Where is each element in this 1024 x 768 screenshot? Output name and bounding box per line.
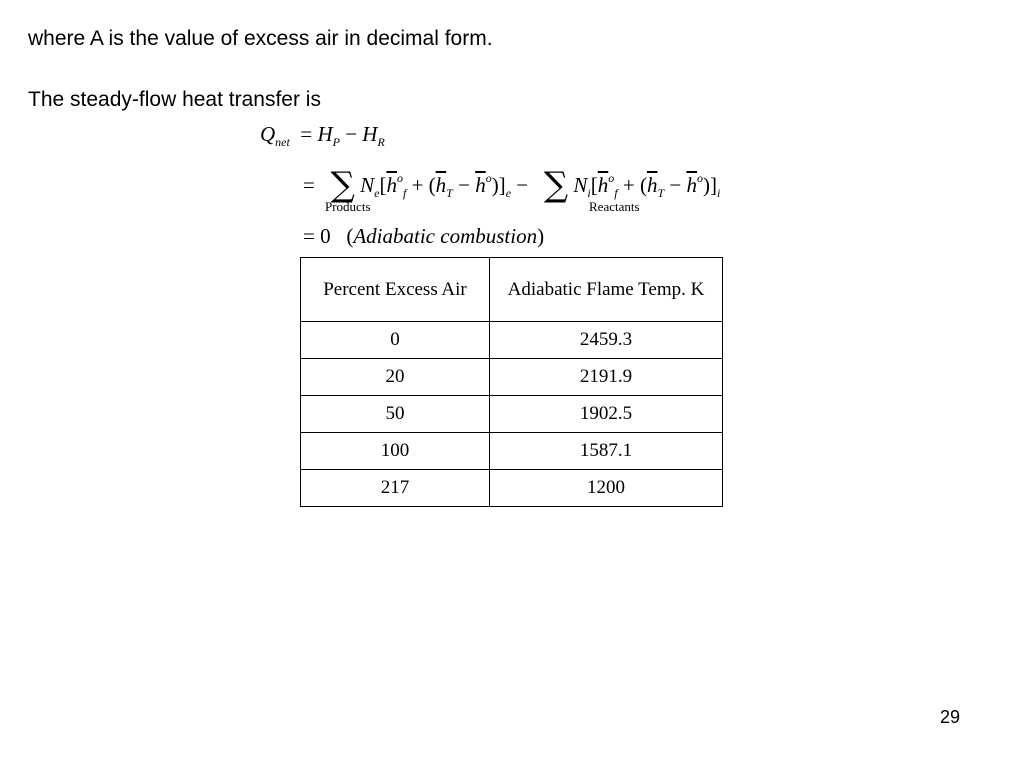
page-number: 29 xyxy=(940,707,961,727)
close-bracket: )] xyxy=(702,173,717,197)
i-subscript: i xyxy=(587,186,591,200)
minus-sign: − xyxy=(458,173,470,197)
p-subscript: P xyxy=(332,135,340,149)
flame-temperature-table xyxy=(300,257,723,507)
flame-temp-cell: 1200 xyxy=(490,470,723,507)
excess-air-cell: 20 xyxy=(301,359,490,396)
e-subscript: e xyxy=(505,186,512,200)
o-superscript: o xyxy=(396,171,403,185)
open-paren: ( xyxy=(639,173,647,197)
h-bar-symbol: $\overline{h}$ xyxy=(646,173,658,197)
equals-zero: = 0 xyxy=(303,224,331,248)
header-percent-excess-air: Percent Excess Air xyxy=(301,258,490,322)
table-row xyxy=(301,359,723,396)
open-paren: ( xyxy=(428,173,436,197)
minus-sign: − xyxy=(516,173,529,197)
body-text-line-2: The steady-flow heat transfer is xyxy=(28,88,321,111)
q-symbol: Q xyxy=(260,122,276,146)
close-bracket: )] xyxy=(491,173,506,197)
t-subscript: T xyxy=(657,186,665,200)
equals-sign: = xyxy=(303,173,315,197)
flame-temp-cell: 2191.9 xyxy=(490,359,723,396)
products-label: Products xyxy=(325,199,371,214)
equation-row-2 xyxy=(303,164,721,205)
table-header-row xyxy=(301,258,723,322)
net-subscript: net xyxy=(275,135,290,149)
open-paren: ( xyxy=(346,224,354,248)
i-subscript: i xyxy=(716,186,721,200)
header-adiabatic-flame-temp: Adiabatic Flame Temp. K xyxy=(490,258,723,322)
h-bar-symbol: $\overline{h}$ xyxy=(597,173,609,197)
open-bracket: [ xyxy=(590,173,598,197)
minus-sign: − xyxy=(345,122,358,146)
excess-air-cell: 100 xyxy=(301,433,490,470)
flame-temp-cell: 1587.1 xyxy=(490,433,723,470)
o-superscript: o xyxy=(608,171,615,185)
close-paren: ) xyxy=(537,224,545,248)
plus-sign: + xyxy=(622,173,635,197)
ni-symbol: N xyxy=(573,173,588,197)
ne-symbol: N xyxy=(360,173,375,197)
excess-air-cell: 217 xyxy=(301,470,490,507)
excess-air-cell: 50 xyxy=(301,396,490,433)
equation-row-3 xyxy=(303,226,544,247)
table-row xyxy=(301,470,723,507)
sum-symbol-products: ∑ xyxy=(330,165,355,205)
equals-sign: = xyxy=(300,122,313,146)
equation-row-1 xyxy=(260,124,385,148)
table-row xyxy=(301,322,723,359)
t-subscript: T xyxy=(446,186,453,200)
table-row xyxy=(301,396,723,433)
reactants-label: Reactants xyxy=(589,199,640,214)
f-subscript: f xyxy=(402,186,407,200)
hr-symbol: H xyxy=(362,122,378,146)
o-superscript: o xyxy=(485,171,492,185)
flame-temp-cell: 1902.5 xyxy=(490,396,723,433)
hp-symbol: H xyxy=(317,122,333,146)
h-bar-symbol: $\overline{h}$ xyxy=(435,173,447,197)
open-bracket: [ xyxy=(379,173,387,197)
o-superscript: o xyxy=(696,171,703,185)
minus-sign: − xyxy=(669,173,682,197)
h-bar-symbol: $\overline{h}$ xyxy=(475,173,486,197)
excess-air-cell: 0 xyxy=(301,322,490,359)
flame-temp-cell: 2459.3 xyxy=(490,322,723,359)
adiabatic-note: Adiabatic combustion xyxy=(353,224,538,248)
h-bar-symbol: $\overline{h}$ xyxy=(686,173,697,197)
sum-symbol-reactants: ∑ xyxy=(543,165,569,205)
r-subscript: R xyxy=(377,135,385,149)
table-row xyxy=(301,433,723,470)
f-subscript: f xyxy=(614,186,618,200)
plus-sign: + xyxy=(411,173,424,197)
e-subscript: e xyxy=(374,186,380,200)
h-bar-symbol: $\overline{h}$ xyxy=(386,173,397,197)
body-text-line-1: where A is the value of excess air in decimal form. xyxy=(28,27,493,50)
